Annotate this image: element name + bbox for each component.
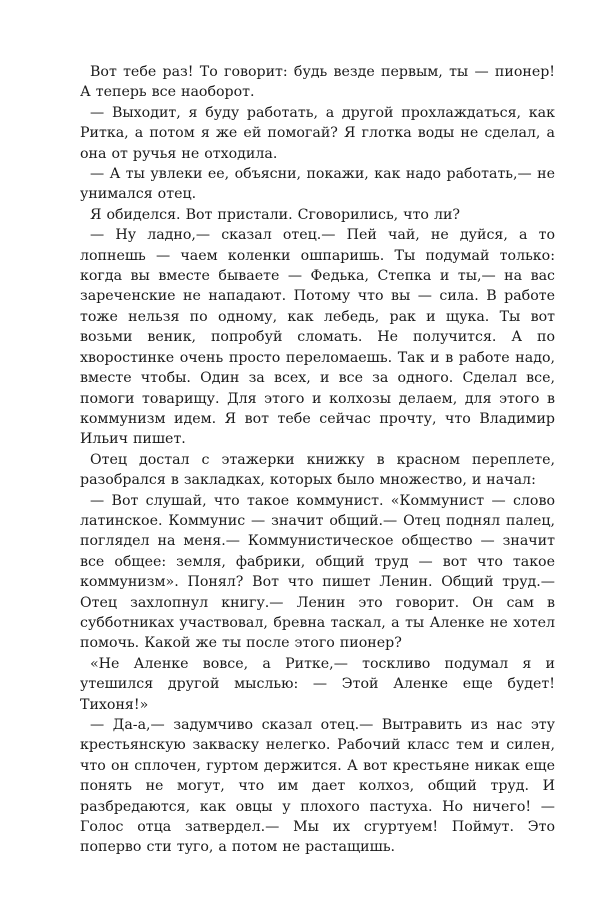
- paragraph-9: — Да-а,— задумчиво сказал отец.— Вытравить из нас эту крестьянскую закваску нелегко. Рабочий класс тем и силен, что он сплочен, гуртом держится. А вот крестьяне никак еще понять не могут, что им дает колхоз, общий труд. И разбредаются, как овцы у плохого пастуха. Но ничего! — Голос отца затвердел.— Мы их сгуртуем! Поймут. Это поперво сти туго, а потом не растащишь.: [80, 717, 555, 856]
- paragraph-7: — Вот слушай, что такое коммунист. «Коммунист — слово латинское. Коммунис — значит общий.— Отец поднял палец, поглядел на меня.— Коммунистическое общество — значит все общее: земля, фабрики, общий труд — вот что такое коммунизм». Понял? Вот что пишет Ленин. Общий труд.— Отец захлопнул книгу.— Ленин это говорит. Он сам в субботниках участвовал, бревна таскал, а ты Аленке не хотел помочь. Какой же ты после этого пионер?: [80, 492, 555, 652]
- paragraph-8: «Не Аленке вовсе, а Ритке,— тоскливо подумал я и утешился другой мыслью: — Этой Аленке еще будет! Тихоня!»: [80, 655, 555, 713]
- paragraph-3: — А ты увлеки ее, объясни, покажи, как надо работать,— не унимался отец.: [80, 166, 555, 203]
- paragraph-5: — Ну ладно,— сказал отец.— Пей чай, не дуйся, а то лопнешь — чаем коленки ошпаришь. Ты подумай только: когда вы вместе бываете — Федька, Степка и ты,— на вас зареченские не нападают. Потому что вы — сила. В работе тоже нельзя по одному, как лебедь, рак и щука. Ты вот возьми веник, попробуй сломать. Не получится. А по хворостинке очень просто переломаешь. Так и в работе надо, вместе чтобы. Один за всех, и все за одного. Сделал все, помоги товарищу. Для этого и колхозы делаем, для этого в коммунизм идем. Я вот тебе сейчас прочту, что Владимир Ильич пишет.: [80, 227, 555, 448]
- book-page: [80, 62, 555, 858]
- paragraph-2: — Выходит, я буду работать, а другой прохлаждаться, как Ритка, а потом я же ей помогай? Я глотка воды не сделал, а она от ручья не отходила.: [80, 104, 555, 162]
- paragraph-6: Отец достал с этажерки книжку в красном переплете, разобрался в закладках, которых было множество, и начал:: [80, 451, 555, 489]
- paragraph-1: Вот тебе раз! То говорит: будь везде первым, ты — пионер! А теперь все наоборот.: [80, 64, 555, 101]
- paragraph-4: Я обиделся. Вот пристали. Сговорились, что ли?: [90, 206, 461, 223]
